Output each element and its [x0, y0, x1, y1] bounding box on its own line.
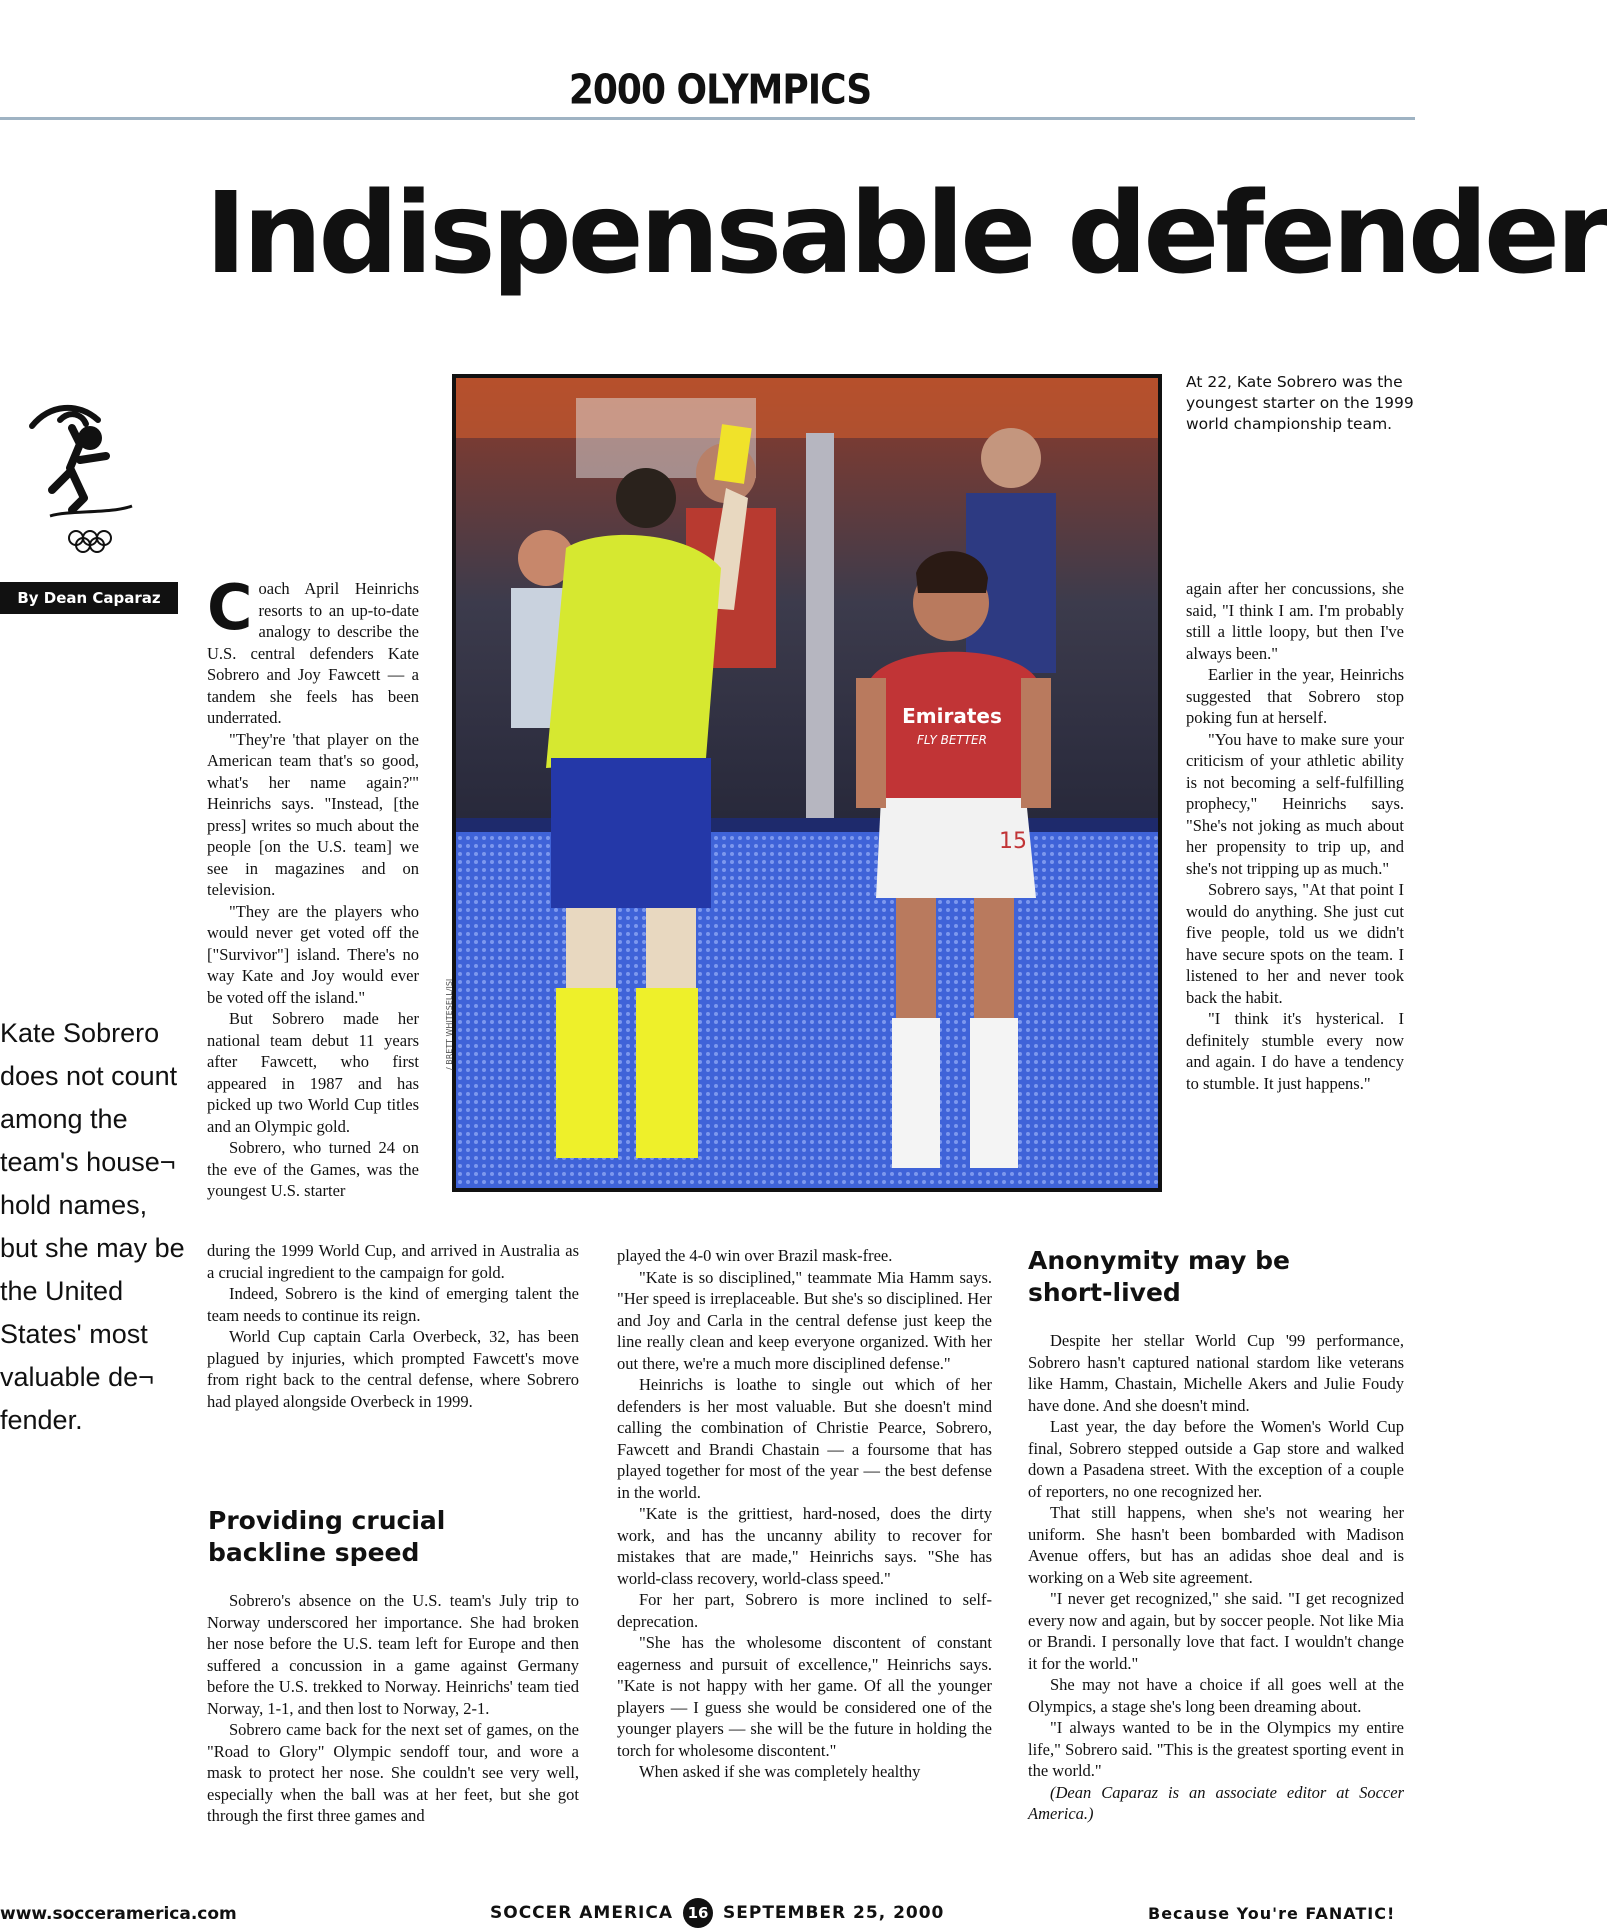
header-rule: [0, 117, 1415, 120]
pull-quote: Kate Sobrero does not count among the team's house¬ hold names, but she may be the United States' most valuable de¬ fender.: [0, 1018, 185, 1435]
footer-publication: SOCCER AMERICA: [490, 1903, 674, 1923]
paragraph: That still happens, when she's not wearing her uniform. She hasn't been bombarded with Madison Avenue offers, but has an adidas shoe deal and is working on a Web site agreement.: [1028, 1503, 1404, 1587]
olympic-logo-icon: [20, 398, 160, 558]
footer-date: SEPTEMBER 25, 2000: [723, 1903, 945, 1923]
paragraph: Earlier in the year, Heinrichs suggested that Sobrero stop poking fun at herself.: [1186, 665, 1404, 727]
section-label: 2000 OLYMPICS: [568, 66, 872, 115]
photo-caption: At 22, Kate Sobrero was the youngest starter on the 1999 world championship team.: [1186, 373, 1414, 433]
paragraph: "Kate is the grittiest, hard-nosed, does the dirty work, and has the uncanny ability to recover for mistakes that are made," Heinrichs says. "She has world-class recovery, world-class speed.": [617, 1504, 992, 1588]
column-3-upper: [1186, 578, 1404, 1094]
paragraph: "You have to make sure your criticism of your athletic ability is not becoming a self-fulfilling prophecy," Heinrichs says. "She's not joking as much about her propensity to trip up, and she's not tripping up as much.": [1186, 729, 1404, 878]
column-2: [617, 1245, 992, 1783]
author-note: (Dean Caparaz is an associate editor at Soccer America.): [1028, 1782, 1404, 1823]
shorts-number: 15: [999, 829, 1027, 854]
paragraph: She may not have a choice if all goes well at the Olympics, a stage she's long been dreaming about.: [1028, 1675, 1404, 1716]
paragraph: Despite her stellar World Cup '99 performance, Sobrero hasn't captured national stardom like veterans like Hamm, Chastain, Michelle Akers and Julie Foudy have done. And she doesn't mind.: [1028, 1331, 1404, 1415]
paragraph: Last year, the day before the Women's World Cup final, Sobrero stepped outside a Gap store and walked down a Pasadena street. With the exception of a couple of reporters, no one recognized her.: [1028, 1417, 1404, 1501]
sydney-2000-logo: [20, 398, 160, 558]
paragraph: "I always wanted to be in the Olympics my entire life," Sobrero said. "This is the greatest sporting event in the world.": [1028, 1718, 1404, 1780]
paragraph: But Sobrero made her national team debut 11 years after Fawcett, who first appeared in 1987 and has picked up two World Cup titles and an Olympic gold.: [207, 1009, 419, 1136]
column-1-upper: [207, 571, 419, 1202]
footer-website[interactable]: www.socceramerica.com: [0, 1904, 237, 1924]
paragraph: Indeed, Sobrero is the kind of emerging talent the team needs to continue its reign.: [207, 1284, 579, 1325]
paragraph: "They're 'that player on the American team that's so good, what's her name again?'" Heinrichs says. "Instead, [the press] writes so much about the people [on the U.S. team] we see in magazines and on television.: [207, 729, 419, 899]
byline: By Dean Caparaz: [0, 582, 178, 614]
page-number: 16: [683, 1898, 713, 1928]
paragraph: Heinrichs is loathe to single out which of her defenders is her most valuable. But she doesn't mind calling the combination of Christie Pearce, Sobrero, Fawcett and Brandi Chastain — a foursome that has played together for most of the year — the best defense in the world.: [617, 1375, 992, 1502]
column-1-lower: [207, 1240, 579, 1412]
paragraph: When asked if she was completely healthy: [639, 1762, 921, 1781]
main-photo: [452, 374, 1162, 1192]
headline: Indispensable defender: [205, 169, 1607, 299]
paragraph: "I think it's hysterical. I definitely stumble every now and again. I do have a tendency to stumble. It just happens.": [1186, 1009, 1404, 1093]
paragraph: during the 1999 World Cup, and arrived in Australia as a crucial ingredient to the campaign for gold.: [207, 1241, 579, 1282]
paragraph: Sobrero, who turned 24 on the eve of the Games, was the youngest U.S. starter: [207, 1138, 419, 1200]
paragraph: "She has the wholesome discontent of constant eagerness and pursuit of excellence," Heinrichs says. "Kate is not happy with her game. Of all the younger players — I guess she would be considered one of the younger players — she will be the future in holding the torch for wholesome discontent.": [617, 1633, 992, 1760]
paragraph: World Cup captain Carla Overbeck, 32, has been plagued by injuries, which prompted Fawcett's move from right back to the central defense, where Sobrero had played alongside Overbeck in 1999.: [207, 1327, 579, 1411]
paragraph: Sobrero says, "At that point I would do anything. She just cut five people, told us we didn't have secure spots on the team. I listened to her and never took back the habit.: [1186, 880, 1404, 1007]
paragraph: "They are the players who would never get voted off the ["Survivor"] island. There's no way Kate and Joy would ever be voted off the island.": [207, 901, 419, 1007]
column-1-bottom: [207, 1590, 579, 1827]
paragraph: "Kate is so disciplined," teammate Mia Hamm says. "Her speed is irreplaceable. But she's so disciplined. Her and Joy and Carla in the central defense just keep the line really clean and keep everyone organized. With her out there, we're a much more disciplined defense.": [617, 1267, 992, 1373]
footer-tagline: Because You're FANATIC!: [1148, 1904, 1396, 1923]
column-3-lower: [1028, 1330, 1404, 1825]
paragraph: "I never get recognized," she said. "I get recognized every now and again, but by soccer people. Not like Mia or Brandi. I personally love that fact. I wouldn't change it for the world.": [1028, 1589, 1404, 1673]
shirt-sponsor-tag: FLY BETTER: [917, 733, 987, 747]
paragraph: Sobrero came back for the next set of games, on the "Road to Glory" Olympic sendoff tour, and wore a mask to protect her nose. She couldn't see very well, especially when the ball was at her feet, but she got through the first three games and: [207, 1720, 579, 1825]
footer-folio: [490, 1898, 944, 1928]
paragraph: again after her concussions, she said, "I think I am. I'm probably still a little loopy, but then I've always been.": [1186, 579, 1404, 663]
photo-credit: / BRETT WHITESELL/ISI: [445, 978, 454, 1070]
photo-image: [456, 378, 1158, 1188]
paragraph: oach April Heinrichs resorts to an up-to-date analogy to describe the U.S. central defenders Kate Sobrero and Joy Fawcett — a tandem she feels has been underrated.: [207, 579, 419, 727]
subhead-anonymity: Anonymity may be short-lived: [1028, 1246, 1290, 1307]
paragraph: played the 4-0 win over Brazil mask-free.: [617, 1246, 893, 1265]
drop-cap: C: [207, 571, 253, 644]
paragraph: For her part, Sobrero is more inclined to self-deprecation.: [617, 1590, 992, 1631]
paragraph: Sobrero's absence on the U.S. team's July trip to Norway underscored her importance. She had broken her nose before the U.S. team left for Europe and then suffered a concussion in a game against Germany before the U.S. trekked to Norway. Heinrichs' team tied Norway, 1-1, and then lost to Norway, 2-1.: [207, 1591, 579, 1718]
shirt-sponsor: Emirates: [902, 704, 1002, 728]
subhead-backline-speed: Providing crucial backline speed: [208, 1506, 446, 1567]
